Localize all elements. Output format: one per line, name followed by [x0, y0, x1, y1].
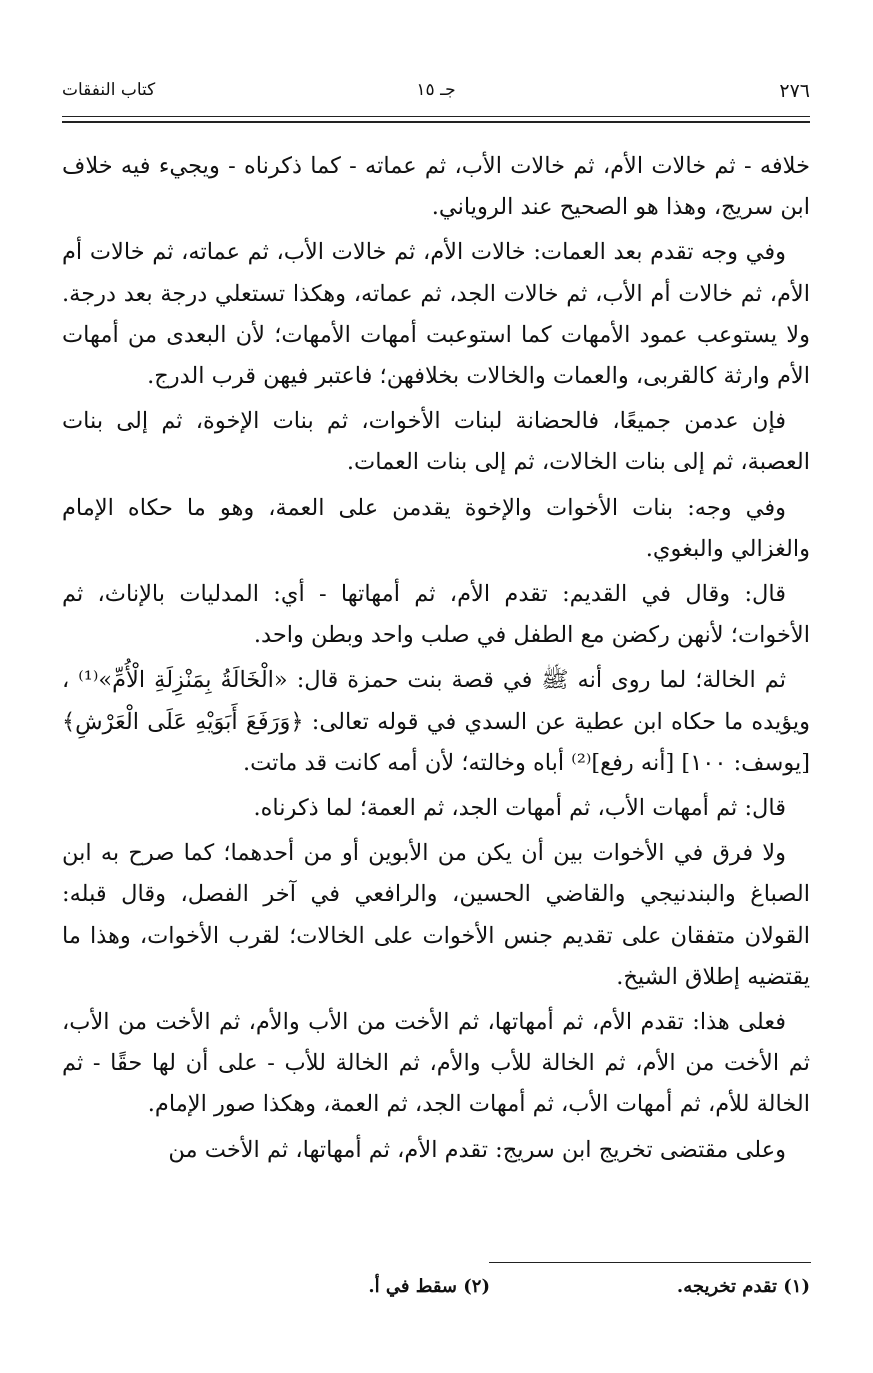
footnote-1: (١) تقدم تخريجه.: [676, 1276, 810, 1297]
paragraph: فعلى هذا: تقدم الأم، ثم أمهاتها، ثم الأخت من الأب والأم، ثم الأخت من الأب، ثم الأخت من الأم، ثم الخالة للأب والأم، ثم الخالة للأب - على أن لها حقًا - ثم الخالة للأم، ثم أمهات الأب، ثم أمهات الجد، ثم العمة، وهكذا صور الإمام.: [62, 1009, 810, 1118]
paragraph: ثم الخالة؛ لما روى أنه ﷺ في قصة بنت حمزة قال: «الْخَالَةُ بِمَنْزِلَةِ الْأُمِّ»⁽¹⁾ ، ويؤيده ما حكاه ابن عطية عن السدي في قوله تعالى: ﴿وَرَفَعَ أَبَوَيْهِ عَلَى الْعَرْشِ﴾ [يوسف: ١٠٠] [أنه رفع]⁽²⁾ أباه وخالته؛ لأن أمه كانت قد ماتت.: [62, 667, 810, 776]
header-rule-thick: [62, 121, 810, 123]
footnote-rule: [489, 1262, 811, 1263]
paragraph: فإن عدمن جميعًا، فالحضانة لبنات الأخوات، ثم بنات الإخوة، ثم إلى بنات العصبة، ثم إلى بنات الخالات، ثم إلى بنات العمات.: [62, 408, 810, 476]
footnote-2: (٢) سقط في أ.: [368, 1276, 490, 1297]
book-title: كتاب النفقات: [62, 80, 156, 100]
main-text: [62, 146, 810, 1175]
page-header: [62, 78, 810, 112]
paragraph: خلافه - ثم خالات الأم، ثم خالات الأب، ثم عماته - كما ذكرناه - ويجيء فيه خلاف ابن سريج، وهذا هو الصحيح عند الروياني.: [62, 153, 810, 221]
paragraph: وفي وجه تقدم بعد العمات: خالات الأم، ثم خالات الأب، ثم عماته، ثم خالات أم الأم، ثم خالات أم الأب، ثم خالات الجد، ثم عماته، وهكذا تستعلي درجة بعد درجة. ولا يستوعب عمود الأمهات كما استوعبت أمهات الأمهات؛ لأن البعدى من أمهات الأم وارثة كالقربى، والعمات والخالات بخلافهن؛ فاعتبر فيهن قرب الدرج.: [62, 239, 810, 390]
paragraph: قال: وقال في القديم: تقدم الأم، ثم أمهاتها - أي: المدليات بالإناث، ثم الأخوات؛ لأنهن ركضن مع الطفل في صلب واحد وبطن واحد.: [62, 581, 810, 649]
header-rule-thin: [62, 116, 810, 117]
page-number: ٢٧٦: [779, 80, 810, 102]
volume-number: جـ ١٥: [416, 80, 456, 100]
paragraph: قال: ثم أمهات الأب، ثم أمهات الجد، ثم العمة؛ لما ذكرناه.: [253, 795, 786, 822]
paragraph: وعلى مقتضى تخريج ابن سريج: تقدم الأم، ثم أمهاتها، ثم الأخت من: [168, 1136, 786, 1163]
paragraph: ولا فرق في الأخوات بين أن يكن من الأبوين أو من أحدهما؛ كما صرح به ابن الصباغ والبندنيجي والقاضي الحسين، والرافعي في آخر الفصل، وقال قبله: القولان متفقان على تقديم جنس الأخوات على الخالات؛ لقرب الأخوات، وهذا ما يقتضيه إطلاق الشيخ.: [62, 840, 810, 990]
paragraph: وفي وجه: بنات الأخوات والإخوة يقدمن على العمة، وهو ما حكاه الإمام والغزالي والبغوي.: [62, 494, 810, 562]
